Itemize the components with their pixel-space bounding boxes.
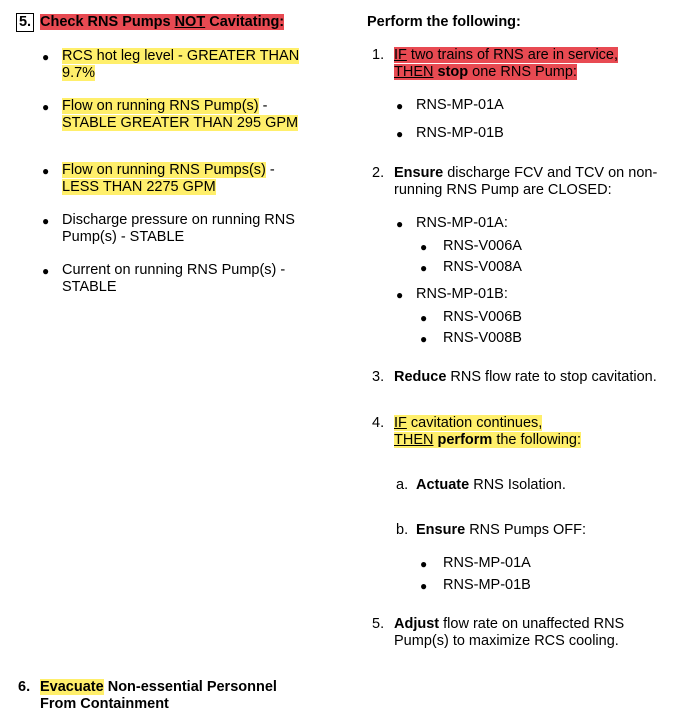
step-1-then: THEN xyxy=(394,64,434,80)
list-item-text: RCS hot leg level - GREATER THAN xyxy=(62,48,300,64)
step-6-verb: Evacuate xyxy=(40,679,104,695)
step-4a-verb: Actuate xyxy=(416,477,470,493)
list-item: RNS-MP-01B xyxy=(416,125,504,141)
bullet-icon: ● xyxy=(42,100,50,114)
bullet-icon: ● xyxy=(420,332,428,346)
right-heading: Perform the following: xyxy=(367,14,521,30)
list-item: RNS-MP-01A xyxy=(443,555,531,571)
step-2-verb: Ensure xyxy=(394,165,444,181)
list-item-text: - xyxy=(265,162,275,178)
step-4b-text-line: RNS Pumps OFF: xyxy=(465,522,587,538)
step-5r-text xyxy=(394,616,624,650)
step-4-then: THEN xyxy=(394,432,434,448)
list-item-text: STABLE xyxy=(62,279,117,295)
step-4b-letter: b. xyxy=(396,522,409,538)
step-1-stop: stop xyxy=(437,64,469,80)
bullet-icon: ● xyxy=(420,240,428,254)
step-5r-text-line: Pump(s) to maximize RCS cooling. xyxy=(394,633,619,649)
step-4a-text-line: RNS Isolation. xyxy=(469,477,566,493)
step-5r-text-line: flow rate on unaffected RNS xyxy=(439,616,625,632)
bullet-icon: ● xyxy=(42,214,50,228)
list-item-text: 9.7% xyxy=(62,65,96,81)
list-item xyxy=(62,98,298,132)
step-4-text xyxy=(394,415,581,449)
list-item xyxy=(62,262,285,296)
step-2-number: 2. xyxy=(372,165,385,181)
list-item-text: LESS THAN 2275 GPM xyxy=(62,179,216,195)
step-2-text-line: running RNS Pump are CLOSED: xyxy=(394,182,612,198)
list-item: RNS-V006B xyxy=(443,309,522,325)
list-item-text: Discharge pressure on running RNS xyxy=(62,212,295,228)
list-item: RNS-V008B xyxy=(443,330,522,346)
step-5r-number: 5. xyxy=(372,616,385,632)
bullet-icon: ● xyxy=(396,127,404,141)
list-item: RNS-MP-01B: xyxy=(416,286,508,302)
list-item: RNS-MP-01B xyxy=(443,577,531,593)
list-item-text: Flow on running RNS Pump(s) xyxy=(62,98,259,114)
step-5-number: 5. xyxy=(16,13,34,32)
step-5-title-pre: Check RNS Pumps xyxy=(40,14,175,30)
bullet-icon: ● xyxy=(420,579,428,593)
step-6-number: 6. xyxy=(18,679,31,695)
list-item xyxy=(62,48,299,82)
step-2-text-line: discharge FCV and TCV on non- xyxy=(443,165,658,181)
step-3-text xyxy=(394,369,657,386)
list-item xyxy=(62,162,275,196)
step-1-text xyxy=(394,47,618,81)
bullet-icon: ● xyxy=(396,217,404,231)
step-4-number: 4. xyxy=(372,415,385,431)
list-item-text: STABLE GREATER THAN 295 GPM xyxy=(62,115,299,131)
bullet-icon: ● xyxy=(42,164,50,178)
step-3-text-line: RNS flow rate to stop cavitation. xyxy=(446,369,657,385)
step-5r-verb: Adjust xyxy=(394,616,440,632)
list-item-text: - xyxy=(258,98,268,114)
step-1-text-line: two trains of RNS are in service, xyxy=(406,47,619,63)
list-item-text: Flow on running RNS Pumps(s) xyxy=(62,162,266,178)
step-4-text-line: the following: xyxy=(492,432,581,448)
step-6-text: Non-essential Personnel xyxy=(103,679,277,695)
bullet-icon: ● xyxy=(396,99,404,113)
list-item-text: Current on running RNS Pump(s) - xyxy=(62,262,286,278)
list-item: RNS-V006A xyxy=(443,238,522,254)
list-item-text: Pump(s) - STABLE xyxy=(62,229,185,245)
step-1-text-line: one RNS Pump: xyxy=(468,64,577,80)
step-4a-letter: a. xyxy=(396,477,409,493)
bullet-icon: ● xyxy=(420,311,428,325)
bullet-icon: ● xyxy=(396,288,404,302)
list-item xyxy=(62,212,295,246)
step-3-number: 3. xyxy=(372,369,385,385)
list-item: RNS-V008A xyxy=(443,259,522,275)
step-1-number: 1. xyxy=(372,47,385,63)
step-6-title xyxy=(40,679,277,713)
step-1-if: IF xyxy=(394,47,407,63)
step-2-text xyxy=(394,165,657,199)
list-item: RNS-MP-01A: xyxy=(416,215,508,231)
step-4-if: IF xyxy=(394,415,407,431)
step-3-verb: Reduce xyxy=(394,369,447,385)
list-item: RNS-MP-01A xyxy=(416,97,504,113)
bullet-icon: ● xyxy=(42,264,50,278)
step-5-title xyxy=(40,14,284,31)
step-4-perform: perform xyxy=(437,432,493,448)
step-4-text-line: cavitation continues, xyxy=(406,415,543,431)
step-5-title-post: Cavitating: xyxy=(205,14,285,30)
bullet-icon: ● xyxy=(42,50,50,64)
step-5-title-not: NOT xyxy=(174,14,206,30)
bullet-icon: ● xyxy=(420,557,428,571)
step-4b-text xyxy=(416,522,586,539)
bullet-icon: ● xyxy=(420,261,428,275)
step-4b-verb: Ensure xyxy=(416,522,466,538)
step-6-text: From Containment xyxy=(40,696,169,712)
step-4a-text xyxy=(416,477,566,494)
